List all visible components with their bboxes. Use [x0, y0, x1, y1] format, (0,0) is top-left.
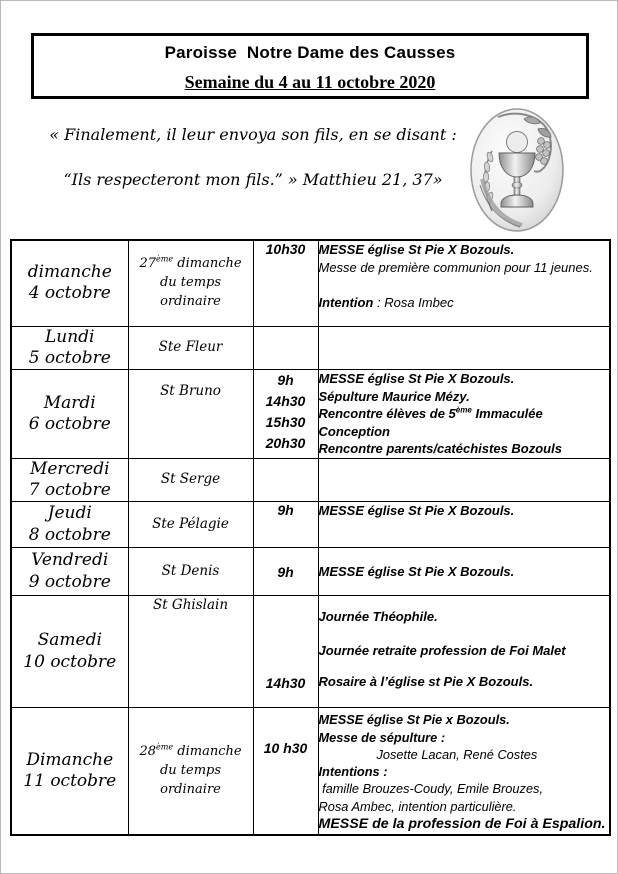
date-label: 6 octobre	[28, 413, 111, 434]
day-cell	[11, 708, 128, 835]
saint-cell	[128, 596, 253, 708]
day-cell	[11, 370, 128, 459]
time-label: 10h30	[265, 241, 306, 257]
time-cell	[253, 326, 318, 370]
time-cell	[253, 502, 318, 548]
row-sunday-4	[11, 240, 610, 326]
event-line: Rosaire à l’église st Pie X Bozouls.	[318, 674, 534, 690]
details-cell	[318, 370, 610, 459]
day-label: Mercredi	[29, 458, 110, 479]
page-title: Paroisse Notre Dame des Causses	[164, 43, 456, 62]
event-line: Rencontre parents/catéchistes Bozouls	[318, 441, 562, 457]
date-label: 5 octobre	[28, 347, 111, 368]
event-line: MESSE église St Pie X Bozouls.	[318, 242, 515, 257]
feast-line-1: 28ème dimanche	[139, 742, 242, 759]
ordinal-sup: ème	[155, 254, 174, 264]
row-saturday-10	[11, 596, 610, 708]
day-label: Samedi	[37, 630, 102, 651]
day-cell	[11, 502, 128, 548]
header-box	[31, 33, 589, 99]
event-line: MESSE église St Pie x Bozouls.	[318, 712, 510, 728]
day-label: dimanche	[27, 262, 112, 282]
time-label: 9h	[277, 563, 294, 580]
blank-line	[319, 276, 610, 294]
saint-label: Ste Pélagie	[152, 515, 229, 532]
details-cell	[318, 548, 610, 596]
details-cell	[318, 708, 610, 835]
quote-line-1: « Finalement, il leur envoya son fils, en se disant :	[49, 125, 457, 144]
time-label: 9h	[277, 502, 294, 519]
day-label: Mardi	[43, 392, 96, 413]
saint-label: Ste Fleur	[158, 338, 223, 355]
feast-cell	[128, 708, 253, 835]
event-line: MESSE église St Pie X Bozouls.	[318, 503, 515, 519]
date-label: 10 octobre	[23, 651, 117, 672]
day-cell	[11, 548, 128, 596]
intention-line	[319, 294, 610, 312]
day-cell	[11, 458, 128, 502]
details-cell	[318, 458, 610, 502]
communion-chalice-image	[468, 107, 566, 238]
feast-line-2: du temps	[159, 274, 222, 290]
day-label: Jeudi	[47, 503, 92, 524]
row-thursday-8	[11, 502, 610, 548]
scripture-quote	[43, 125, 463, 189]
schedule-table	[10, 239, 611, 836]
time-cell	[253, 240, 318, 326]
blank-line	[319, 626, 610, 642]
date-label: 7 octobre	[28, 479, 111, 500]
date-label: 4 octobre	[28, 283, 111, 304]
event-line: MESSE de la profession de Foi à Espalion.	[318, 815, 606, 832]
row-wednesday-7	[11, 458, 610, 502]
saint-cell	[128, 548, 253, 596]
time-label: 10 h30	[263, 740, 308, 757]
day-label: Dimanche	[26, 749, 114, 770]
event-line: Journée retraite profession de Foi Malet	[318, 642, 566, 658]
row-monday-5	[11, 326, 610, 370]
row-friday-9	[11, 548, 610, 596]
feast-line-3: ordinaire	[160, 781, 221, 797]
event-line: MESSE église St Pie X Bozouls.	[318, 371, 515, 386]
event-line: Messe de sépulture :	[318, 729, 446, 745]
sepulture-names: Josette Lacan, René Costes	[376, 746, 538, 762]
saint-label: St Bruno	[160, 383, 221, 399]
feast-cell	[128, 240, 253, 326]
ordinal-sup: ème	[455, 405, 472, 415]
blank-line	[319, 659, 610, 673]
time-label: 9h	[277, 372, 294, 388]
date-label: 9 octobre	[28, 571, 111, 592]
row-tuesday-6	[11, 370, 610, 459]
date-label: 8 octobre	[28, 524, 111, 545]
quote-line-2: “Ils respecteront mon fils.” » Matthieu 21, 37»	[63, 170, 443, 189]
saint-label: St Ghislain	[152, 597, 229, 614]
saint-cell	[128, 326, 253, 370]
time-label: 14h30	[265, 393, 306, 409]
time-label: 14h30	[265, 675, 306, 692]
time-cell	[253, 370, 318, 459]
intention-text: : Rosa Imbec	[373, 295, 454, 311]
day-cell	[11, 326, 128, 370]
event-line: Sépulture Maurice Mézy.	[318, 388, 470, 404]
intention-names: Rosa Ambec, intention particulière.	[318, 798, 517, 814]
event-line: Messe de première communion pour 11 jeunes.	[318, 259, 593, 275]
saint-label: St Denis	[161, 562, 220, 579]
details-cell	[318, 502, 610, 548]
feast-line-2: du temps	[159, 762, 222, 778]
details-cell	[318, 596, 610, 708]
intention-label: Intention	[318, 295, 374, 311]
saint-label: St Serge	[160, 471, 221, 488]
time-label: 20h30	[265, 435, 306, 451]
event-line: Rencontre élèves de 5ème Immaculée Conception	[318, 405, 547, 439]
ordinal-sup: ème	[155, 742, 174, 752]
details-cell	[318, 240, 610, 326]
details-cell	[318, 326, 610, 370]
time-cell	[253, 458, 318, 502]
time-cell	[253, 548, 318, 596]
feast-line-3: ordinaire	[160, 293, 221, 309]
day-label: Vendredi	[31, 550, 109, 571]
intentions-label: Intentions :	[318, 764, 388, 780]
feast-line-1: 27ème dimanche	[139, 254, 242, 271]
day-cell	[11, 240, 128, 326]
saint-cell	[128, 502, 253, 548]
chalice-host-icon	[468, 107, 566, 233]
page-subtitle: Semaine du 4 au 11 octobre 2020	[184, 72, 436, 92]
saint-cell	[128, 458, 253, 502]
date-label: 11 octobre	[23, 771, 117, 792]
event-line: MESSE église St Pie X Bozouls.	[318, 563, 515, 579]
event-line: Journée Théophile.	[318, 609, 438, 625]
row-sunday-11	[11, 708, 610, 835]
time-cell	[253, 708, 318, 835]
time-label: 15h30	[265, 414, 306, 430]
day-label: Lundi	[44, 326, 95, 347]
intention-names: famille Brouzes-Coudy, Emile Brouzes,	[318, 781, 544, 797]
time-cell	[253, 596, 318, 708]
saint-cell	[128, 370, 253, 459]
day-cell	[11, 596, 128, 708]
